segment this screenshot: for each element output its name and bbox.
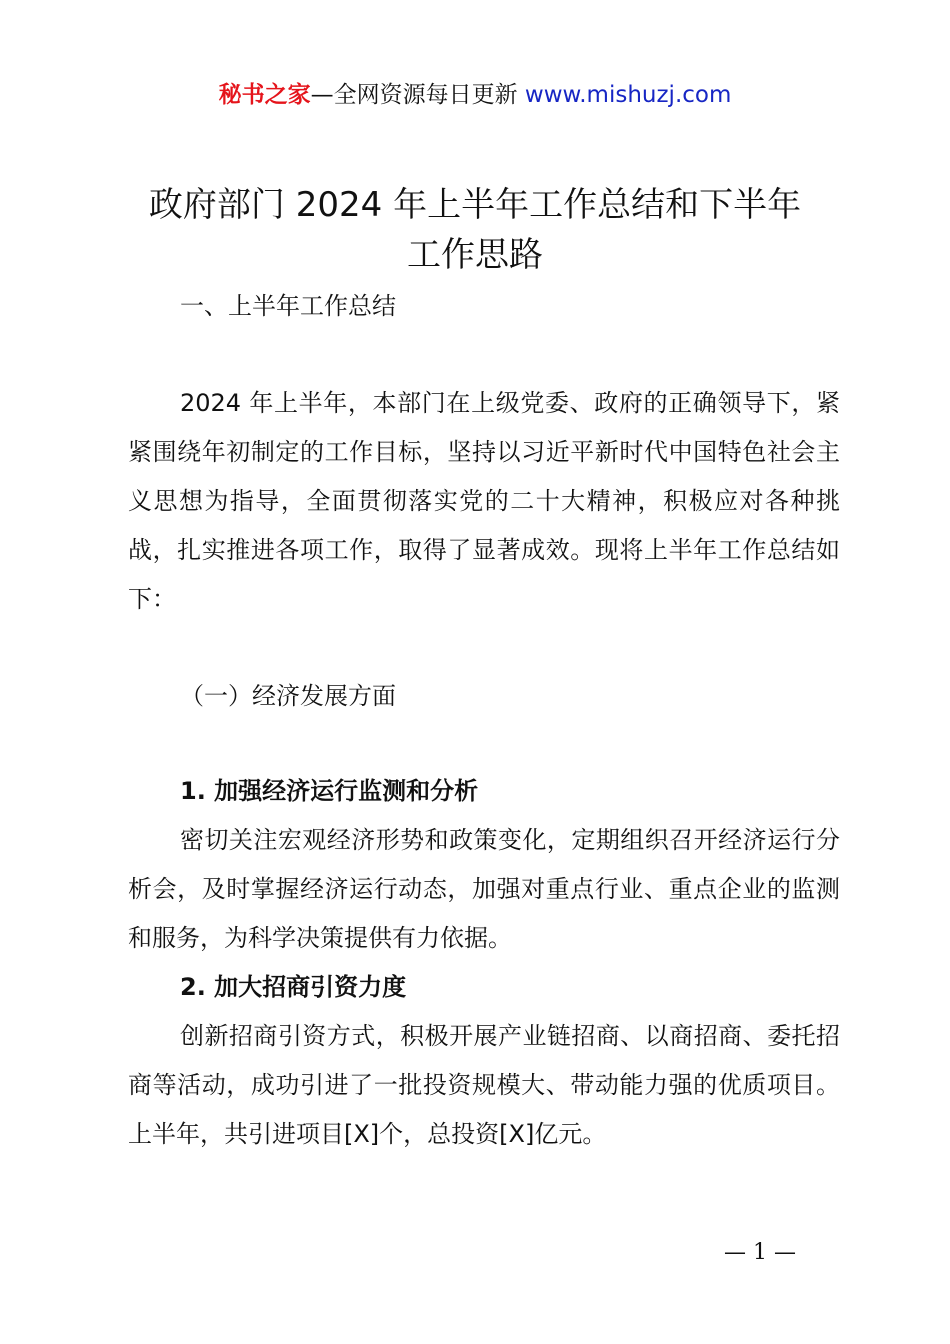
title-line-1: 政府部门 2024 年上半年工作总结和下半年 xyxy=(148,185,802,225)
page-number: — 1 — xyxy=(724,1240,796,1265)
intro-paragraph: 2024 年上半年，本部门在上级党委、政府的正确领导下，紧紧围绕年初制定的工作目标，坚持以习近平新时代中国特色社会主义思想为指导，全面贯彻落实党的二十大精神，积极应对各种挑战，扎实推进各项工作，取得了显著成效。现将上半年工作总结如下： xyxy=(128,389,840,613)
brand-name: 秘书之家 xyxy=(218,82,311,108)
document-title xyxy=(0,180,950,280)
section-heading-first-half-summary: 一、上半年工作总结 xyxy=(180,292,396,320)
item-paragraph-economic-monitoring: 密切关注宏观经济形势和政策变化，定期组织召开经济运行分析会，及时掌握经济运行动态，加强对重点行业、重点企业的监测和服务，为科学决策提供有力依据。 xyxy=(128,826,840,952)
document-body xyxy=(128,282,840,1159)
subsection-heading-economic-development: （一）经济发展方面 xyxy=(180,682,396,710)
site-header xyxy=(0,78,950,112)
item-heading-investment-promotion: 2. 加大招商引资力度 xyxy=(180,973,407,1001)
site-url-link[interactable]: www.mishuzj.com xyxy=(524,82,732,108)
item-heading-economic-monitoring: 1. 加强经济运行监测和分析 xyxy=(180,777,479,805)
header-slogan: —全网资源每日更新 xyxy=(310,82,525,108)
item-paragraph-investment-promotion: 创新招商引资方式，积极开展产业链招商、以商招商、委托招商等活动，成功引进了一批投资规模大、带动能力强的优质项目。上半年，共引进项目[X]个，总投资[X]亿元。 xyxy=(128,1022,840,1148)
title-line-2: 工作思路 xyxy=(407,235,543,275)
